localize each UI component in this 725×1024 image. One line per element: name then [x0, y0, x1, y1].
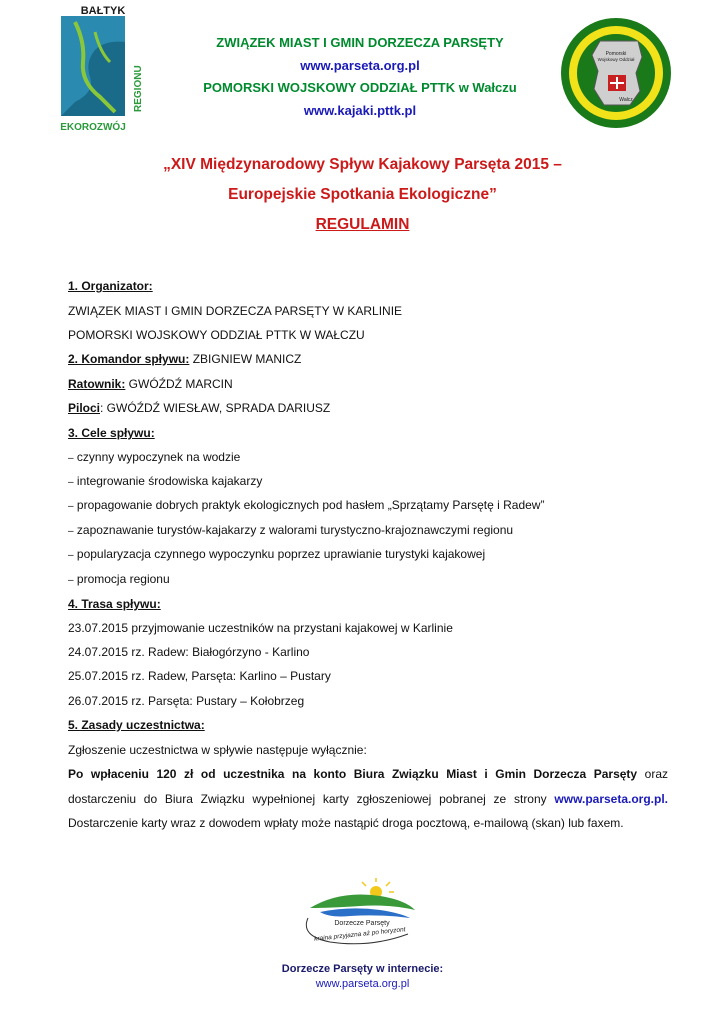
rules-website-link[interactable]: www.parseta.org.pl. — [554, 792, 668, 806]
goal-item: – czynny wypoczynek na wodzie — [68, 450, 241, 464]
header-kajaki-link[interactable]: www.kajaki.pttk.pl — [303, 103, 417, 118]
svg-text:BAŁTYK: BAŁTYK — [80, 5, 126, 17]
footer-website-link[interactable]: www.parseta.org.pl — [315, 978, 410, 990]
route-item: 26.07.2015 rz. Parsęta: Pustary – Kołobrzeg — [68, 694, 305, 708]
goal-item: – zapoznawanie turystów-kajakarzy z walorami turystyczno-krajoznawczymi regionu — [68, 523, 514, 537]
organizer-heading: 1. Organizator: — [68, 279, 153, 293]
pilots-label: Piloci — [68, 401, 101, 415]
title-line-1: „XIV Międzynarodowy Spływ Kajakowy Parsęta 2015 – — [163, 156, 562, 173]
rules-paragraph-1: Po wpłaceniu 120 zł od uczestnika na konto Biura Związku Miast i Gmin Dorzecza Parsęty oraz — [68, 767, 668, 781]
route-item: 23.07.2015 przyjmowanie uczestników na przystani kajakowej w Karlinie — [68, 621, 453, 635]
title-line-2: Europejskie Spotkania Ekologiczne” — [228, 186, 497, 203]
footer-title: Dorzecze Parsęty w internecie: — [281, 963, 444, 975]
commander-line — [68, 351, 301, 367]
rules-paragraph-2: dostarczeniu do Biura Związku wypełnionej karty zgłoszeniowej pobranej ze strony www.parseta.org.pl. — [68, 792, 668, 806]
svg-text:Dorzecze Parsęty: Dorzecze Parsęty — [334, 920, 390, 927]
organizer-line-1: ZWIĄZEK MIAST I GMIN DORZECZA PARSĘTY W KARLINIE — [68, 304, 403, 318]
route-heading: 4. Trasa spływu: — [68, 597, 161, 611]
svg-text:Wojskowy Oddział: Wojskowy Oddział — [597, 57, 635, 62]
commander-value: ZBIGNIEW MANICZ — [189, 352, 302, 366]
title-regulamin: REGULAMIN — [315, 216, 410, 233]
svg-text:Pomorski: Pomorski — [605, 51, 627, 57]
svg-text:Wałcz: Wałcz — [619, 97, 633, 103]
pilots-value: : GWÓŹDŹ WIESŁAW, SPRADA DARIUSZ — [100, 401, 331, 415]
svg-text:kraina przyjazna aż po horyzon: kraina przyjazna aż po horyzont — [313, 926, 406, 943]
baltyk-regionu-logo — [55, 2, 150, 134]
rescuer-value: GWÓŹDŹ MARCIN — [125, 377, 233, 391]
goal-item: – propagowanie dobrych praktyk ekologicznych pod hasłem „Sprzątamy Parsętę i Radew” — [68, 498, 545, 512]
route-item: 24.07.2015 rz. Radew: Białogórzyno - Karlino — [68, 645, 310, 659]
pilots-line — [68, 400, 330, 416]
svg-text:EKOROZWÓJ: EKOROZWÓJ — [60, 122, 126, 133]
goal-item: – popularyzacja czynnego wypoczynku poprzez uprawianie turystyki kajakowej — [68, 547, 486, 561]
route-item: 25.07.2015 rz. Radew, Parsęta: Karlino – Pustary — [68, 669, 331, 683]
goal-item: – promocja regionu — [68, 572, 170, 586]
svg-text:REGIONU: REGIONU — [133, 65, 144, 112]
organizer-line-2: POMORSKI WOJSKOWY ODDZIAŁ PTTK W WAŁCZU — [68, 328, 365, 342]
dorzecze-parsety-logo — [290, 878, 430, 948]
rules-paragraph-3: Dostarczenie karty wraz z dowodem wpłaty może nastąpić droga pocztową, e-mailową (skan) lub faxem. — [68, 816, 624, 830]
header-pttk-name: POMORSKI WOJSKOWY ODDZIAŁ PTTK w Wałczu — [203, 80, 517, 95]
header-org-name: ZWIĄZEK MIAST I GMIN DORZECZA PARSĘTY — [216, 35, 504, 50]
rules-heading: 5. Zasady uczestnictwa: — [68, 718, 205, 732]
rescuer-label: Ratownik: — [68, 377, 126, 391]
pttk-walcz-logo — [560, 17, 672, 129]
goal-item: – integrowanie środowiska kajakarzy — [68, 474, 263, 488]
rules-intro: Zgłoszenie uczestnictwa w spływie następuje wyłącznie: — [68, 743, 367, 757]
goals-heading: 3. Cele spływu: — [68, 426, 155, 440]
commander-label: 2. Komandor spływu: — [68, 352, 190, 366]
rescuer-line — [68, 376, 233, 392]
header-website-link[interactable]: www.parseta.org.pl — [300, 58, 420, 73]
